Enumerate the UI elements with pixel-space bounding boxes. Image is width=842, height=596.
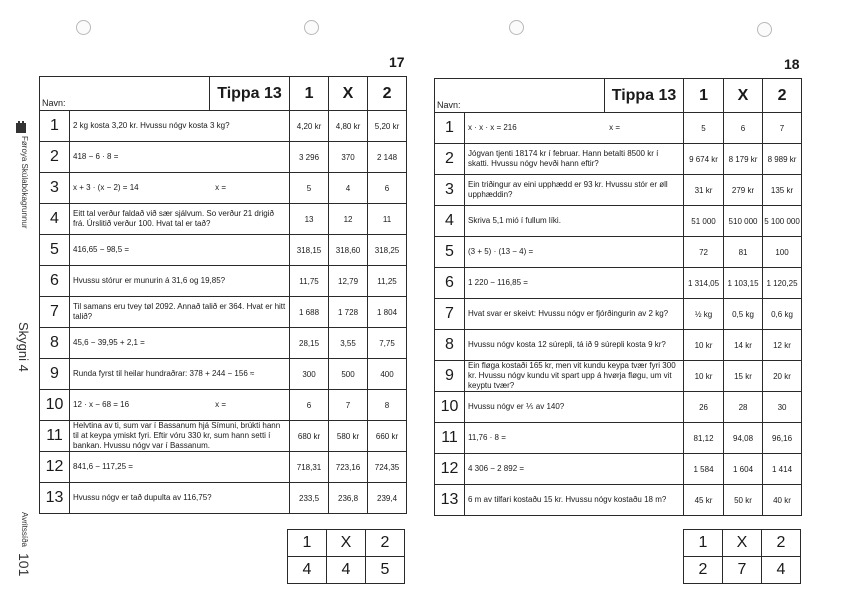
- result-label-2: 2: [366, 530, 405, 557]
- answer-option-2[interactable]: 400: [368, 359, 407, 390]
- question-cell: [465, 144, 684, 175]
- answer-option-1[interactable]: 51 000: [684, 206, 724, 237]
- result-box-left: [287, 529, 405, 584]
- question-number: 12: [435, 454, 465, 485]
- answer-option-2[interactable]: 40 kr: [763, 485, 802, 516]
- question-text: 1 220 − 116,85 =: [468, 278, 528, 287]
- question-row: [435, 485, 802, 516]
- question-text: 2 kg kosta 3,20 kr. Hvussu nógv kosta 3 kg?: [73, 121, 230, 130]
- answer-option-2[interactable]: 0,6 kg: [763, 299, 802, 330]
- question-number: 13: [40, 483, 70, 514]
- answer-option-x[interactable]: 4: [329, 173, 368, 204]
- answer-option-1[interactable]: 718,31: [290, 452, 329, 483]
- question-number: 1: [40, 111, 70, 142]
- answer-option-2[interactable]: 96,16: [763, 423, 802, 454]
- question-cell: [70, 390, 290, 421]
- punch-hole-left: [76, 20, 91, 35]
- question-cell: [465, 423, 684, 454]
- answer-option-1[interactable]: 72: [684, 237, 724, 268]
- answer-option-1[interactable]: 1 584: [684, 454, 724, 485]
- question-text: Helvtina av ti, sum var í Bassanum hjá Símuni, brúkti hann til at keypa ymiskt fyri. Eftir vóru 330 kr, sum hann setti í bankan. Hvussu nógv var í Bassanum.: [73, 421, 281, 450]
- answer-option-1[interactable]: 26: [684, 392, 724, 423]
- question-number: 7: [40, 297, 70, 328]
- question-number: 7: [435, 299, 465, 330]
- answer-option-2[interactable]: 5 100 000: [763, 206, 802, 237]
- question-text: 12 · x − 68 = 16: [73, 400, 130, 409]
- result-label-1: 1: [684, 530, 723, 557]
- answer-option-1[interactable]: 4,20 kr: [290, 111, 329, 142]
- answer-option-2[interactable]: 1 804: [368, 297, 407, 328]
- sheet-header: [40, 77, 407, 111]
- page-number-left: 17: [389, 54, 405, 70]
- answer-option-1[interactable]: 10 kr: [684, 361, 724, 392]
- question-cell: [70, 235, 290, 266]
- answer-option-x[interactable]: 236,8: [329, 483, 368, 514]
- sheet-header: [435, 79, 802, 113]
- question-number: 2: [435, 144, 465, 175]
- answer-option-2[interactable]: 5,20 kr: [368, 111, 407, 142]
- answer-option-1[interactable]: 10 kr: [684, 330, 724, 361]
- answer-option-1[interactable]: 28,15: [290, 328, 329, 359]
- column-header-x: X: [724, 79, 763, 113]
- question-number: 11: [40, 421, 70, 452]
- question-cell: [465, 206, 684, 237]
- question-text: 45,6 − 39,95 + 2,1 =: [73, 338, 145, 347]
- punch-hole-right: [757, 22, 772, 37]
- answer-option-x[interactable]: 3,55: [329, 328, 368, 359]
- question-cell: [70, 266, 290, 297]
- question-text: Jógvan tjenti 18174 kr í februar. Hann betalti 8500 kr í skatti. Hvussu nógv hevði hann eftir?: [468, 149, 659, 168]
- answer-option-1[interactable]: 11,75: [290, 266, 329, 297]
- answer-option-x[interactable]: 500: [329, 359, 368, 390]
- answer-option-1[interactable]: 300: [290, 359, 329, 390]
- question-row: [40, 204, 407, 235]
- question-text: 11,76 · 8 =: [468, 433, 506, 442]
- question-number: 9: [435, 361, 465, 392]
- sheet-title: Tippa 13: [210, 77, 290, 111]
- question-row: [40, 297, 407, 328]
- question-row: [435, 175, 802, 206]
- column-header-x: X: [329, 77, 368, 111]
- tippa-sheet-left: [39, 76, 407, 514]
- answer-option-x[interactable]: 1 728: [329, 297, 368, 328]
- publisher-logo-icon: [16, 120, 26, 132]
- result-label-x: X: [723, 530, 762, 557]
- answer-variable-label: x =: [609, 123, 621, 132]
- sheet-label: Avritssíða: [20, 512, 29, 547]
- answer-option-1[interactable]: 9 674 kr: [684, 144, 724, 175]
- question-cell: [70, 204, 290, 235]
- question-text: Hvussu nógv er tað dupulta av 116,75?: [73, 493, 212, 502]
- question-text: x + 3 · (x − 2) = 14: [73, 183, 139, 192]
- question-row: [40, 142, 407, 173]
- question-number: 8: [435, 330, 465, 361]
- question-text: 4 306 − 2 892 =: [468, 464, 525, 473]
- answer-option-2[interactable]: 239,4: [368, 483, 407, 514]
- column-header-1: 1: [684, 79, 724, 113]
- question-text: Skriva 5,1 mió í fullum líki.: [468, 216, 561, 225]
- answer-option-2[interactable]: 100: [763, 237, 802, 268]
- question-number: 10: [435, 392, 465, 423]
- result-count-2: 5: [366, 557, 405, 584]
- answer-option-1[interactable]: 6: [290, 390, 329, 421]
- question-text: Ein fløga kostaði 165 kr, men vit kundu keypa tvær fyri 300 kr. Hvussu nógv kundu vit spart upp á hvørja fløgu, um vit keyptu tvær?: [468, 361, 676, 390]
- question-text: Hvussu nógv kosta 12 súrepli, tá ið 9 súrepli kosta 9 kr?: [468, 340, 666, 349]
- column-header-2: 2: [763, 79, 802, 113]
- answer-option-x[interactable]: 0,5 kg: [724, 299, 763, 330]
- question-row: [435, 113, 802, 144]
- answer-option-2[interactable]: 30: [763, 392, 802, 423]
- result-label-x: X: [327, 530, 366, 557]
- sheet-title: Tippa 13: [605, 79, 684, 113]
- question-row: [40, 452, 407, 483]
- question-number: 3: [435, 175, 465, 206]
- question-row: [435, 268, 802, 299]
- question-cell: [70, 452, 290, 483]
- question-number: 8: [40, 328, 70, 359]
- answer-option-x[interactable]: 50 kr: [724, 485, 763, 516]
- result-count-1: 2: [684, 557, 723, 584]
- question-text: Hvat svar er skeivt: Hvussu nógv er fjórðingurin av 2 kg?: [468, 309, 669, 318]
- question-text: Hvussu stórur er munurin á 31,6 og 19,85?: [73, 276, 226, 285]
- question-text: 6 m av tilfari kostaðu 15 kr. Hvussu nógv kostaðu 18 m?: [468, 495, 667, 504]
- answer-option-x[interactable]: 6: [724, 113, 763, 144]
- question-text: Ein triðingur av eini upphædd er 93 kr. Hvussu stór er øll upphæddin?: [468, 180, 668, 199]
- answer-option-1[interactable]: 31 kr: [684, 175, 724, 206]
- question-text: 841,6 − 117,25 =: [73, 462, 133, 471]
- answer-variable-label: x =: [215, 400, 227, 409]
- answer-option-2[interactable]: 2 148: [368, 142, 407, 173]
- answer-option-1[interactable]: 5: [684, 113, 724, 144]
- column-header-2: 2: [368, 77, 407, 111]
- question-cell: [465, 237, 684, 268]
- answer-option-2[interactable]: 8: [368, 390, 407, 421]
- result-label-2: 2: [762, 530, 801, 557]
- answer-option-2[interactable]: 7: [763, 113, 802, 144]
- result-count-x: 7: [723, 557, 762, 584]
- answer-option-2[interactable]: 20 kr: [763, 361, 802, 392]
- answer-option-2[interactable]: 11: [368, 204, 407, 235]
- answer-option-x[interactable]: 12: [329, 204, 368, 235]
- question-row: [40, 173, 407, 204]
- sheet-number: 101: [16, 553, 32, 577]
- question-number: 11: [435, 423, 465, 454]
- answer-option-x[interactable]: 14 kr: [724, 330, 763, 361]
- series-name: Skygni 4: [16, 322, 31, 372]
- answer-option-x[interactable]: 15 kr: [724, 361, 763, 392]
- question-text: Til samans eru tvey tøl 2092. Annað talið er 364. Hvat er hitt talið?: [73, 302, 286, 321]
- answer-option-2[interactable]: 724,35: [368, 452, 407, 483]
- answer-option-x[interactable]: 723,16: [329, 452, 368, 483]
- question-cell: [70, 173, 290, 204]
- answer-variable-label: x =: [215, 183, 227, 192]
- question-row: [435, 206, 802, 237]
- answer-option-2[interactable]: 8 989 kr: [763, 144, 802, 175]
- question-cell: [70, 297, 290, 328]
- question-row: [40, 359, 407, 390]
- question-number: 1: [435, 113, 465, 144]
- question-row: [40, 328, 407, 359]
- page-number-right: 18: [784, 56, 800, 72]
- question-text: 416,65 − 98,5 =: [73, 245, 130, 254]
- question-cell: [465, 268, 684, 299]
- question-row: [435, 423, 802, 454]
- publisher-name: Føroya Skúlabókagrunnur: [20, 136, 29, 229]
- answer-option-1[interactable]: 45 kr: [684, 485, 724, 516]
- question-cell: [70, 483, 290, 514]
- name-label: Navn:: [40, 77, 210, 111]
- question-cell: [465, 361, 684, 392]
- question-text: (3 + 5) · (13 − 4) =: [468, 247, 534, 256]
- question-row: [435, 392, 802, 423]
- answer-option-2[interactable]: 660 kr: [368, 421, 407, 452]
- answer-option-x[interactable]: 370: [329, 142, 368, 173]
- answer-option-2[interactable]: 11,25: [368, 266, 407, 297]
- question-row: [40, 235, 407, 266]
- answer-option-x[interactable]: 81: [724, 237, 763, 268]
- question-text: Runda fyrst til heilar hundraðrar: 378 + 244 − 156 ≈: [73, 369, 255, 378]
- answer-option-x[interactable]: 4,80 kr: [329, 111, 368, 142]
- question-text: x · x · x = 216: [468, 123, 517, 132]
- answer-option-2[interactable]: 1 414: [763, 454, 802, 485]
- question-row: [435, 454, 802, 485]
- question-row: [40, 266, 407, 297]
- answer-option-x[interactable]: 28: [724, 392, 763, 423]
- question-number: 5: [40, 235, 70, 266]
- question-row: [435, 330, 802, 361]
- answer-option-1[interactable]: 81,12: [684, 423, 724, 454]
- question-number: 10: [40, 390, 70, 421]
- answer-option-x[interactable]: 7: [329, 390, 368, 421]
- answer-option-1[interactable]: 3 296: [290, 142, 329, 173]
- answer-option-x[interactable]: 580 kr: [329, 421, 368, 452]
- question-cell: [465, 175, 684, 206]
- answer-option-x[interactable]: 8 179 kr: [724, 144, 763, 175]
- answer-option-2[interactable]: 7,75: [368, 328, 407, 359]
- question-number: 6: [40, 266, 70, 297]
- result-count-2: 4: [762, 557, 801, 584]
- question-row: [435, 299, 802, 330]
- question-number: 5: [435, 237, 465, 268]
- result-label-1: 1: [288, 530, 327, 557]
- question-cell: [70, 359, 290, 390]
- question-number: 13: [435, 485, 465, 516]
- answer-option-x[interactable]: 94,08: [724, 423, 763, 454]
- answer-option-x[interactable]: 12,79: [329, 266, 368, 297]
- question-cell: [465, 299, 684, 330]
- answer-option-2[interactable]: 318,25: [368, 235, 407, 266]
- answer-option-2[interactable]: 12 kr: [763, 330, 802, 361]
- question-cell: [465, 330, 684, 361]
- answer-option-1[interactable]: 1 688: [290, 297, 329, 328]
- answer-option-2[interactable]: 135 kr: [763, 175, 802, 206]
- question-row: [40, 483, 407, 514]
- answer-option-1[interactable]: 680 kr: [290, 421, 329, 452]
- question-cell: [465, 113, 684, 144]
- answer-option-1[interactable]: ½ kg: [684, 299, 724, 330]
- result-count-1: 4: [288, 557, 327, 584]
- result-box-right: [683, 529, 801, 584]
- answer-option-x[interactable]: 510 000: [724, 206, 763, 237]
- answer-option-1[interactable]: 1 314,05: [684, 268, 724, 299]
- question-number: 3: [40, 173, 70, 204]
- question-number: 2: [40, 142, 70, 173]
- answer-option-x[interactable]: 318,60: [329, 235, 368, 266]
- question-number: 4: [40, 204, 70, 235]
- question-cell: [70, 142, 290, 173]
- question-text: 418 − 6 · 8 =: [73, 152, 119, 161]
- answer-option-2[interactable]: 6: [368, 173, 407, 204]
- question-number: 9: [40, 359, 70, 390]
- question-row: [435, 237, 802, 268]
- question-text: Eitt tal verður faldað við sær sjálvum. So verður 21 drigið frá. Úrslitið verður 100. Hvat tal er tað?: [73, 209, 274, 228]
- question-cell: [70, 328, 290, 359]
- question-row: [40, 390, 407, 421]
- tippa-sheet-right: [434, 78, 802, 516]
- question-cell: [70, 421, 290, 452]
- question-row: [435, 144, 802, 175]
- question-cell: [465, 485, 684, 516]
- punch-hole-center-left: [304, 20, 319, 35]
- question-number: 12: [40, 452, 70, 483]
- answer-option-1[interactable]: 233,5: [290, 483, 329, 514]
- question-text: Hvussu nógv er ⅕ av 140?: [468, 402, 565, 411]
- question-cell: [465, 454, 684, 485]
- column-header-1: 1: [290, 77, 329, 111]
- question-number: 4: [435, 206, 465, 237]
- answer-option-1[interactable]: 318,15: [290, 235, 329, 266]
- question-row: [40, 421, 407, 452]
- name-label: Navn:: [435, 79, 605, 113]
- answer-option-1[interactable]: 5: [290, 173, 329, 204]
- question-number: 6: [435, 268, 465, 299]
- punch-hole-center-right: [509, 20, 524, 35]
- question-row: [40, 111, 407, 142]
- answer-option-1[interactable]: 13: [290, 204, 329, 235]
- answer-option-x[interactable]: 1 103,15: [724, 268, 763, 299]
- question-cell: [70, 111, 290, 142]
- answer-option-x[interactable]: 279 kr: [724, 175, 763, 206]
- answer-option-2[interactable]: 1 120,25: [763, 268, 802, 299]
- answer-option-x[interactable]: 1 604: [724, 454, 763, 485]
- question-row: [435, 361, 802, 392]
- question-cell: [465, 392, 684, 423]
- result-count-x: 4: [327, 557, 366, 584]
